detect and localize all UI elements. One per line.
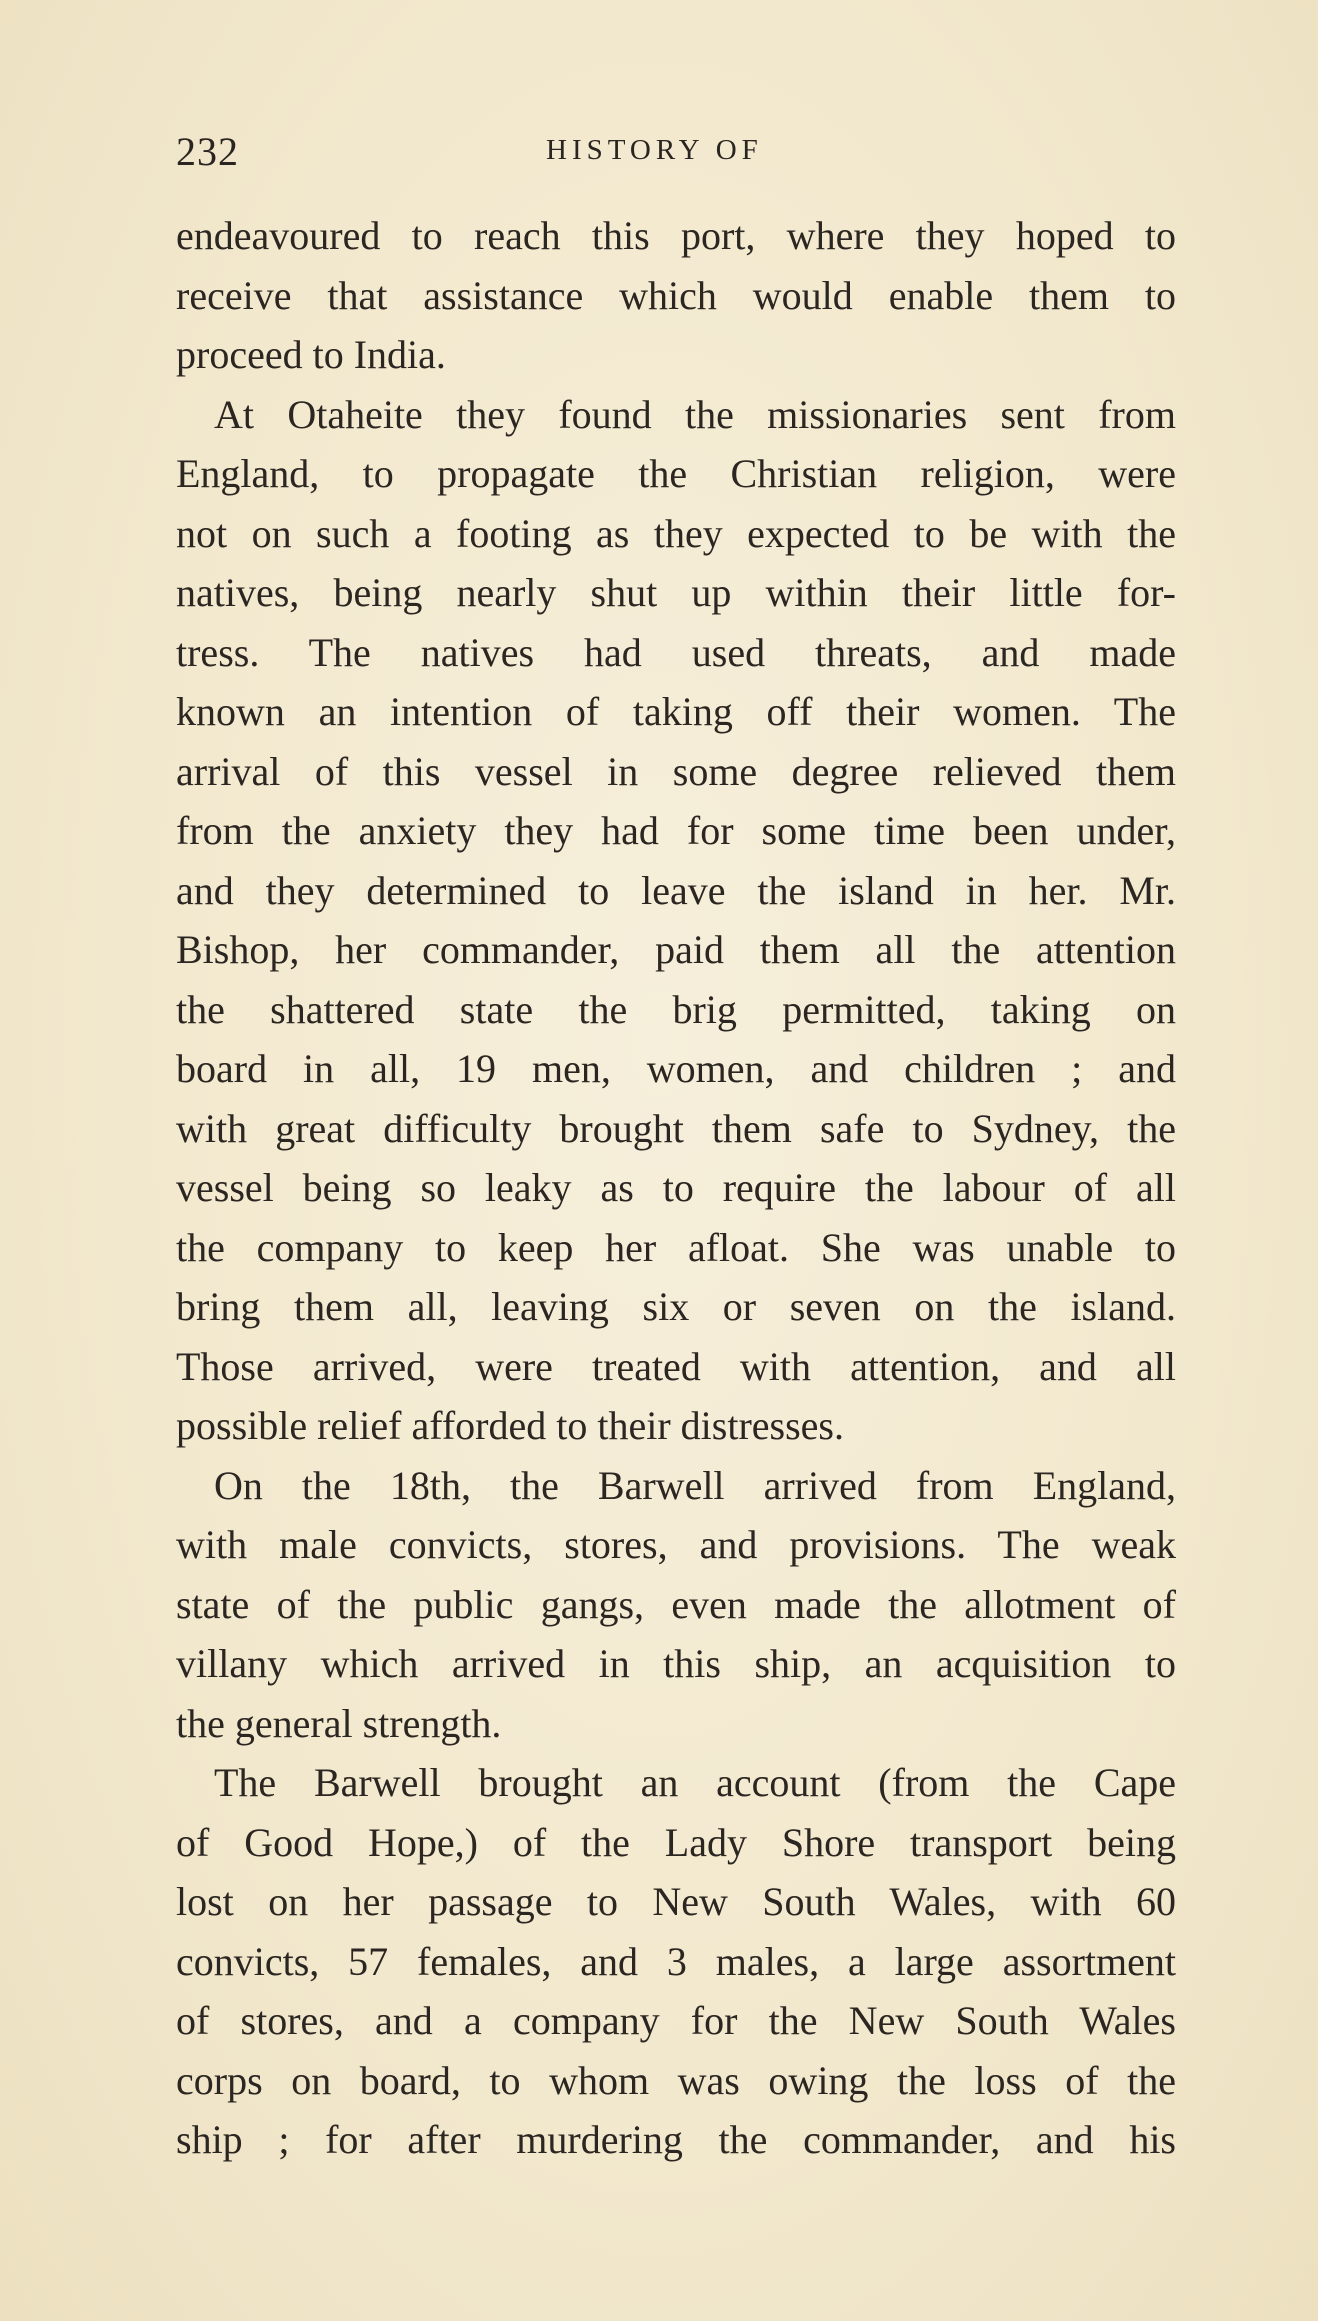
text-line: of stores, and a company for the New South Wales xyxy=(176,1998,1176,2043)
text-line: and they determined to leave the island in her. Mr. xyxy=(176,867,1176,913)
text-line: board in all, 19 men, women, and children ; and xyxy=(176,1046,1176,1091)
text-line: proceed to India. xyxy=(176,332,446,377)
text-line: known an intention of taking off their women. The xyxy=(176,689,1176,734)
text-line: the company to keep her afloat. She was unable to xyxy=(176,1224,1176,1270)
text-line: corps on board, to whom was owing the loss of the xyxy=(176,2057,1176,2103)
text-line: endeavoured to reach this port, where they hoped to xyxy=(176,213,1176,258)
text-line: bring them all, leaving six or seven on the island. xyxy=(176,1284,1176,1329)
text-line: Those arrived, were treated with attention, and all xyxy=(176,1343,1176,1389)
text-line: the general strength. xyxy=(176,1700,502,1746)
text-line: convicts, 57 females, and 3 males, a large assortment xyxy=(176,1938,1176,1984)
text-line: of Good Hope,) of the Lady Shore transport being xyxy=(176,1819,1176,1865)
text-line: tress. The natives had used threats, and made xyxy=(176,629,1176,675)
running-head xyxy=(176,128,1176,178)
text-line: receive that assistance which would enable them to xyxy=(176,272,1176,318)
body-text xyxy=(176,206,1176,2170)
text-line: arrival of this vessel in some degree relieved them xyxy=(176,748,1176,794)
text-line: At Otaheite they found the missionaries sent from xyxy=(214,391,1176,437)
text-line: England, to propagate the Christian religion, were xyxy=(176,451,1176,496)
text-line: lost on her passage to New South Wales, with 60 xyxy=(176,1879,1176,1924)
text-line: vessel being so leaky as to require the labour of all xyxy=(176,1165,1176,1210)
text-line: villany which arrived in this ship, an acquisition to xyxy=(176,1641,1176,1686)
text-line: Bishop, her commander, paid them all the attention xyxy=(176,927,1176,972)
running-title: HISTORY OF xyxy=(546,134,763,166)
text-line: natives, being nearly shut up within their little for- xyxy=(176,570,1176,615)
text-line: with great difficulty brought them safe to Sydney, the xyxy=(176,1105,1176,1151)
text-line: with male convicts, stores, and provisions. The weak xyxy=(176,1522,1176,1567)
text-line: ship ; for after murdering the commander, and his xyxy=(176,2117,1176,2162)
text-line: from the anxiety they had for some time been under, xyxy=(176,808,1176,853)
text-line: possible relief afforded to their distresses. xyxy=(176,1403,844,1448)
text-line: On the 18th, the Barwell arrived from England, xyxy=(214,1462,1176,1508)
text-line: state of the public gangs, even made the allotment of xyxy=(176,1581,1176,1627)
text-line: not on such a footing as they expected to be with the xyxy=(176,510,1176,556)
text-line: The Barwell brought an account (from the Cape xyxy=(214,1760,1176,1805)
page-number: 232 xyxy=(176,129,239,174)
text-line: the shattered state the brig permitted, taking on xyxy=(176,986,1176,1032)
